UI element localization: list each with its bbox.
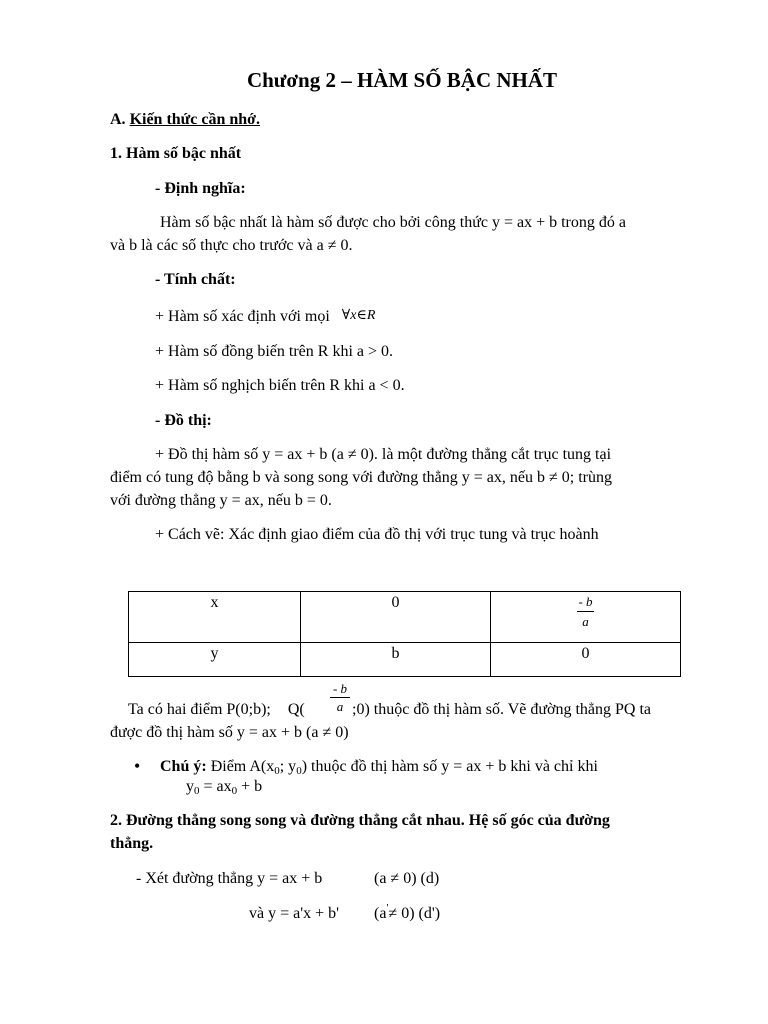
- note-text-c: ) thuộc đồ thị hàm số y = ax + b khi và chỉ khi: [301, 758, 598, 775]
- fraction-bar: [330, 697, 350, 698]
- points-part-2: ;0) thuộc đồ thị hàm số. Vẽ đường thẳng PQ ta: [352, 701, 652, 718]
- table-cell-y-0: 0: [491, 643, 681, 677]
- fraction-q-x: [330, 681, 350, 714]
- property-2: + Hàm số đồng biến trên R khi a > 0.: [155, 343, 394, 360]
- fraction-denominator: a: [336, 699, 344, 714]
- table-cell-y-b: b: [301, 643, 491, 677]
- consider-line-1-text: - Xét đường thẳng y = ax + b: [136, 870, 323, 887]
- note-text-b: ; y: [279, 758, 297, 775]
- table-cell-y-label: y: [129, 643, 301, 677]
- cond-b: ≠ 0) (d'): [388, 905, 441, 922]
- table-cell-x-0: 0: [301, 592, 491, 643]
- subsection-1-heading: 1. Hàm số bậc nhất: [110, 145, 242, 162]
- consider-line-1-condition: (a ≠ 0) (d): [374, 870, 440, 887]
- cond-prime: ': [386, 902, 389, 914]
- page-title: Chương 2 – HÀM SỐ BẬC NHẤT: [246, 68, 558, 92]
- eq-sub-x: 0: [231, 785, 238, 797]
- fraction-numerator: - b: [578, 594, 593, 609]
- note-text-a: Điểm A(x: [210, 758, 275, 775]
- graph-line-2: điểm có tung độ bằng b và song song với đường thẳng y = ax, nếu b ≠ 0; trùng: [110, 469, 613, 486]
- table-cell-x-fraction: [491, 592, 681, 643]
- property-1: [155, 308, 375, 326]
- graph-line-1: + Đồ thị hàm số y = ax + b (a ≠ 0). là một đường thẳng cắt trục tung tại: [155, 446, 612, 463]
- note-label: Chú ý:: [160, 758, 207, 775]
- note-equation: [186, 778, 262, 796]
- fraction-numerator: - b: [332, 681, 348, 696]
- points-line-1-start: [128, 701, 305, 719]
- table-cell-x-label: x: [129, 592, 301, 643]
- eq-sub-y: 0: [194, 785, 200, 797]
- property-3: + Hàm số nghịch biến trên R khi a < 0.: [155, 377, 405, 394]
- graph-heading: - Đồ thị:: [155, 412, 212, 429]
- table-row: [129, 643, 681, 677]
- bullet-icon: •: [134, 756, 141, 776]
- consider-line-2-condition: [374, 902, 441, 923]
- points-q-open: Q(: [287, 701, 305, 718]
- cond-a: (a: [374, 905, 387, 922]
- definition-heading: - Định nghĩa:: [155, 180, 246, 197]
- properties-heading: - Tính chất:: [155, 271, 236, 288]
- fraction-bar: [577, 611, 593, 612]
- eq-ax: = ax: [199, 778, 232, 795]
- section-a-heading: [110, 111, 260, 129]
- eq-y: y: [186, 778, 194, 795]
- points-line-2: được đồ thị hàm số y = ax + b (a ≠ 0): [110, 724, 349, 741]
- consider-line-2-text: và y = a'x + b': [249, 905, 340, 922]
- note-sub-0: 0: [274, 765, 280, 777]
- points-part-1: Ta có hai điểm P(0;b);: [128, 701, 271, 718]
- property-1-math: ∀x∈R: [341, 308, 376, 323]
- section-a-prefix: A.: [110, 111, 130, 128]
- value-table: [128, 591, 681, 677]
- fraction-denominator: a: [582, 614, 589, 629]
- subsection-2-heading-line-1: 2. Đường thẳng song song và đường thẳng cắt nhau. Hệ số góc của đường: [110, 812, 610, 829]
- note-sub-1: 0: [296, 765, 302, 777]
- note-line-1: [160, 758, 598, 776]
- definition-line-2: và b là các số thực cho trước và a ≠ 0.: [110, 237, 353, 254]
- graph-line-3: với đường thẳng y = ax, nếu b = 0.: [110, 492, 332, 509]
- table-row: [129, 592, 681, 643]
- subsection-2-heading-line-2: thẳng.: [110, 835, 154, 852]
- definition-line-1: Hàm số bậc nhất là hàm số được cho bởi công thức y = ax + b trong đó a: [160, 214, 626, 231]
- property-1-text: + Hàm số xác định với mọi: [155, 308, 330, 325]
- fraction-neg-b-over-a: [577, 594, 593, 629]
- eq-plus-b: + b: [237, 778, 263, 795]
- how-to-draw: + Cách vẽ: Xác định giao điểm của đồ thị với trục tung và trục hoành: [155, 526, 599, 543]
- section-a-label: Kiến thức cần nhớ.: [129, 111, 261, 128]
